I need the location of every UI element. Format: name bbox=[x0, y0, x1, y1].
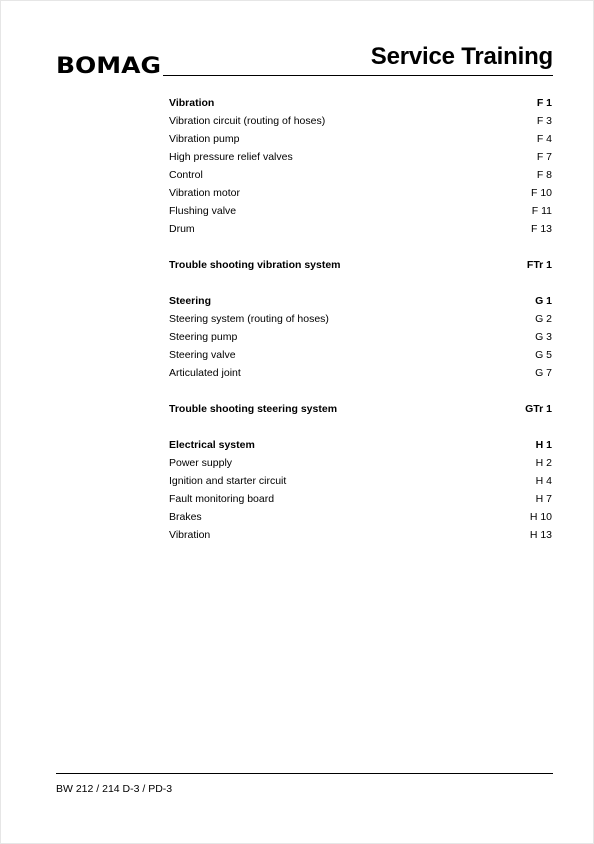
toc-entry-label: Vibration bbox=[169, 97, 215, 109]
toc-entry-page: H 4 bbox=[535, 475, 552, 487]
footer-rule bbox=[56, 773, 553, 774]
toc-entry-label: Power supply bbox=[169, 457, 233, 469]
toc-entry[interactable] bbox=[169, 454, 552, 472]
toc-entry-label: Trouble shooting steering system bbox=[169, 403, 338, 415]
toc-entry-page: F 1 bbox=[536, 97, 552, 109]
toc-entry-page: F 13 bbox=[530, 223, 552, 235]
toc-entry-label: Vibration motor bbox=[169, 187, 241, 199]
toc-entry[interactable] bbox=[169, 130, 552, 148]
footer-model: BW 212 / 214 D-3 / PD-3 bbox=[56, 783, 173, 795]
toc-entry-page: F 4 bbox=[536, 133, 552, 145]
bomag-logo-text: BOMAG bbox=[56, 54, 161, 76]
toc-entry-page: F 7 bbox=[536, 151, 552, 163]
toc-entry-page: G 2 bbox=[535, 313, 552, 325]
toc-entry-page: FTr 1 bbox=[526, 259, 552, 271]
toc-entry-label: Brakes bbox=[169, 511, 202, 523]
toc-entry-label: Articulated joint bbox=[169, 367, 241, 379]
toc-section-heading[interactable] bbox=[169, 436, 552, 454]
toc-entry[interactable] bbox=[169, 364, 552, 382]
toc-entry-label: Steering bbox=[169, 295, 212, 307]
toc-entry-label: Electrical system bbox=[169, 439, 255, 451]
toc-spacer bbox=[169, 238, 552, 256]
toc-entry-label: Ignition and starter circuit bbox=[169, 475, 287, 487]
toc-entry[interactable] bbox=[169, 148, 552, 166]
toc-spacer bbox=[169, 274, 552, 292]
toc-entry[interactable] bbox=[169, 508, 552, 526]
toc-entry-label: Vibration pump bbox=[169, 133, 240, 145]
toc-entry[interactable] bbox=[169, 112, 552, 130]
toc-entry-label: Steering valve bbox=[169, 349, 236, 361]
table-of-contents bbox=[169, 94, 552, 544]
toc-entry[interactable] bbox=[169, 184, 552, 202]
toc-entry[interactable] bbox=[169, 490, 552, 508]
toc-entry-page: H 1 bbox=[535, 439, 552, 451]
toc-entry-page: G 1 bbox=[535, 295, 552, 307]
toc-entry-page: F 3 bbox=[536, 115, 552, 127]
toc-entry-label: Vibration circuit (routing of hoses) bbox=[169, 115, 326, 127]
toc-entry-label: Flushing valve bbox=[169, 205, 237, 217]
header-rule bbox=[163, 75, 553, 76]
toc-entry-page: H 2 bbox=[535, 457, 552, 469]
toc-section-heading[interactable] bbox=[169, 400, 552, 418]
toc-spacer bbox=[169, 382, 552, 400]
toc-entry-label: Steering pump bbox=[169, 331, 238, 343]
toc-entry-page: GTr 1 bbox=[525, 403, 552, 415]
toc-entry[interactable] bbox=[169, 310, 552, 328]
toc-entry-page: F 8 bbox=[536, 169, 552, 181]
toc-entry-label: Steering system (routing of hoses) bbox=[169, 313, 329, 325]
toc-entry-page: H 10 bbox=[529, 511, 552, 523]
toc-entry[interactable] bbox=[169, 166, 552, 184]
page-header bbox=[56, 40, 553, 76]
page-title: Service Training bbox=[370, 43, 553, 70]
toc-entry-page: H 13 bbox=[529, 529, 552, 541]
toc-entry-page: H 7 bbox=[535, 493, 552, 505]
toc-entry-page: G 3 bbox=[535, 331, 552, 343]
toc-entry-label: Fault monitoring board bbox=[169, 493, 275, 505]
toc-entry[interactable] bbox=[169, 346, 552, 364]
toc-entry-page: G 7 bbox=[535, 367, 552, 379]
toc-entry-label: High pressure relief valves bbox=[169, 151, 293, 163]
toc-entry[interactable] bbox=[169, 220, 552, 238]
toc-spacer bbox=[169, 418, 552, 436]
toc-entry[interactable] bbox=[169, 202, 552, 220]
toc-entry-label: Control bbox=[169, 169, 203, 181]
toc-entry[interactable] bbox=[169, 328, 552, 346]
toc-entry-page: F 11 bbox=[531, 205, 552, 217]
toc-section-heading[interactable] bbox=[169, 256, 552, 274]
toc-entry-page: F 10 bbox=[530, 187, 552, 199]
toc-entry-label: Trouble shooting vibration system bbox=[169, 259, 341, 271]
toc-section-heading[interactable] bbox=[169, 292, 552, 310]
toc-entry[interactable] bbox=[169, 526, 552, 544]
toc-entry-label: Vibration bbox=[169, 529, 211, 541]
bomag-logo bbox=[56, 54, 162, 76]
toc-entry[interactable] bbox=[169, 472, 552, 490]
toc-entry-page: G 5 bbox=[535, 349, 552, 361]
toc-section-heading[interactable] bbox=[169, 94, 552, 112]
toc-entry-label: Drum bbox=[169, 223, 195, 235]
